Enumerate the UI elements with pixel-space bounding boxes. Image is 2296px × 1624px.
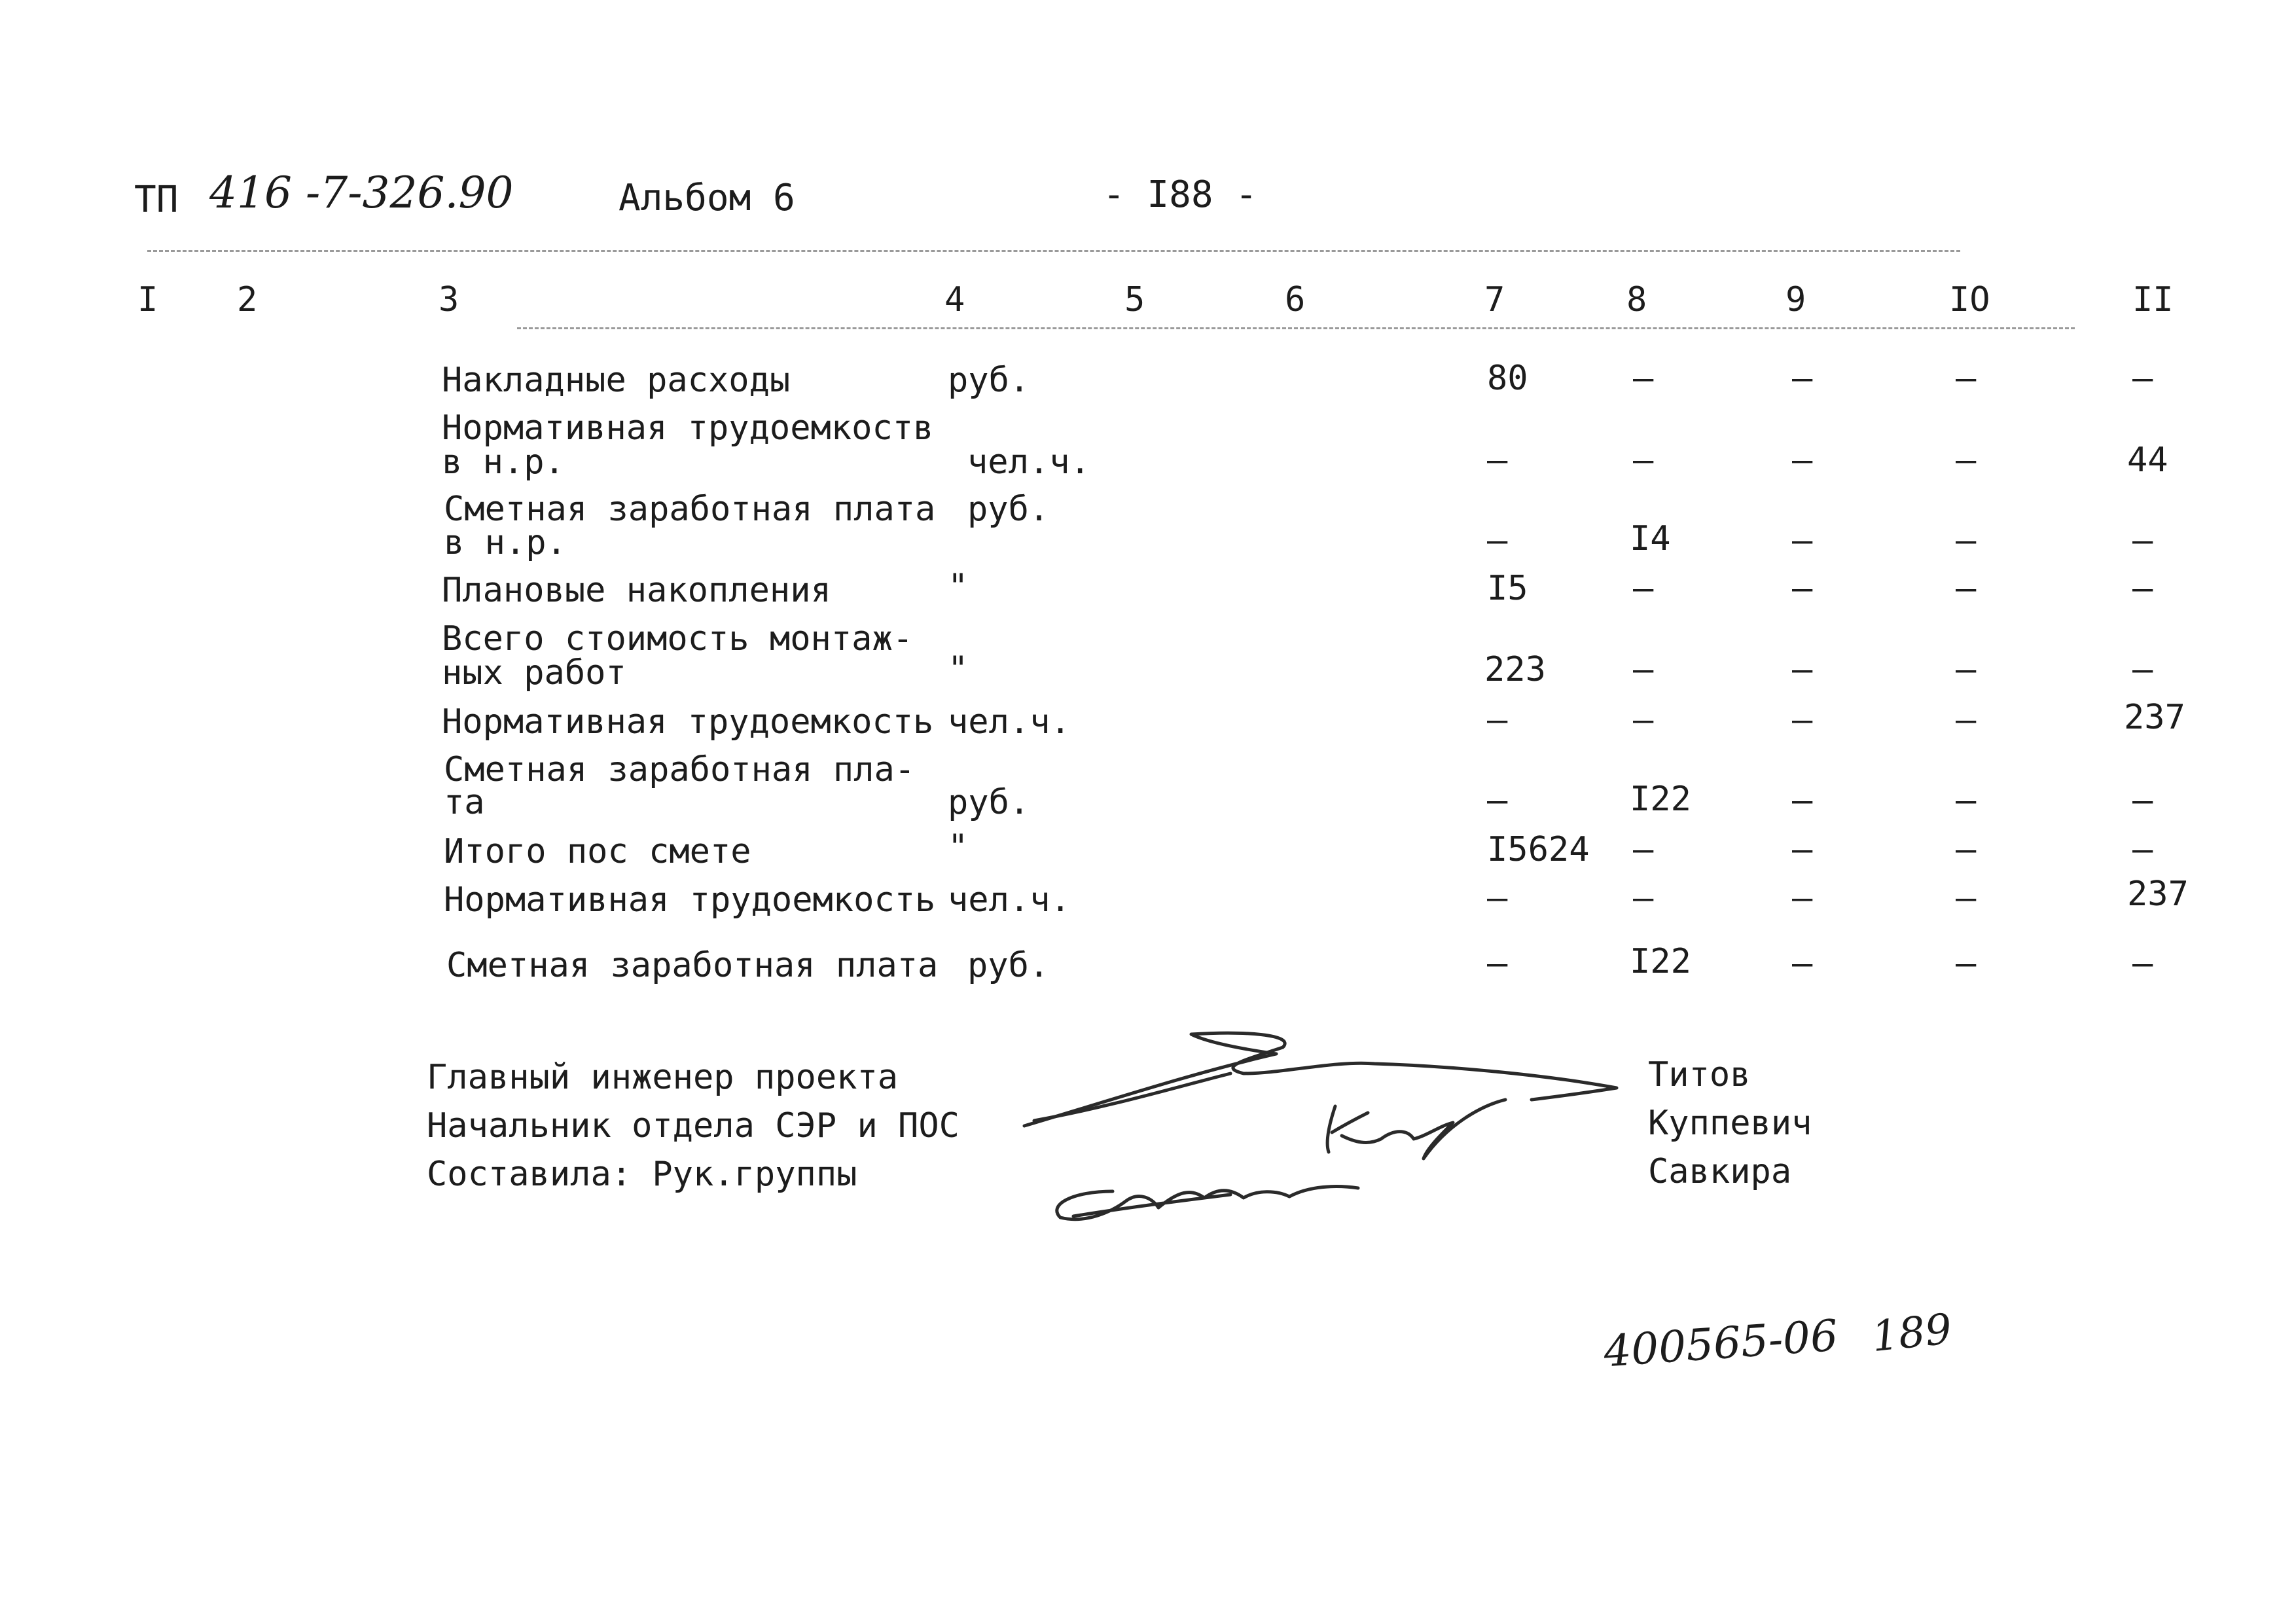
row-unit: чел.ч.: [948, 702, 1071, 742]
column-number: IO: [1949, 280, 1990, 319]
row-value: –: [2132, 569, 2153, 608]
row-value: –: [2132, 944, 2153, 983]
row-value: –: [2132, 781, 2153, 820]
row-value: –: [1633, 441, 1654, 480]
row-value: –: [1956, 359, 1977, 398]
row-value: –: [1792, 650, 1813, 689]
row-unit: руб.: [967, 490, 1050, 529]
signature-role: Главный инженер проекта: [427, 1058, 899, 1097]
row-value: –: [1633, 359, 1654, 398]
row-value: –: [1792, 878, 1813, 918]
signature-role: Составила: Рук.группы: [427, 1155, 857, 1194]
row-value: –: [2132, 359, 2153, 398]
row-value: –: [1792, 781, 1813, 820]
row-value: –: [1633, 830, 1654, 869]
row-unit: ": [948, 827, 969, 867]
signature-titov: [1024, 1033, 1617, 1126]
row-value: –: [1487, 700, 1508, 740]
row-description: ных работ: [442, 653, 626, 693]
column-number: 4: [944, 280, 965, 319]
column-number: 7: [1484, 280, 1505, 319]
row-value: I22: [1630, 780, 1691, 819]
signature-kuppevich: [1327, 1100, 1505, 1159]
row-value: 44: [2127, 441, 2168, 480]
row-description: Итого пос смете: [444, 832, 751, 871]
doc-number: 416 -7-326.90: [209, 168, 514, 218]
row-value: –: [2132, 650, 2153, 689]
row-value: –: [1956, 944, 1977, 983]
signature-savkira: [1057, 1187, 1358, 1219]
tp-label: ТП: [134, 179, 179, 221]
row-value: –: [1956, 650, 1977, 689]
row-value: –: [1956, 700, 1977, 740]
row-unit: руб.: [948, 783, 1030, 822]
row-value: –: [1633, 569, 1654, 608]
row-value: –: [1792, 521, 1813, 560]
row-unit: ": [948, 649, 969, 689]
row-value: I22: [1630, 942, 1691, 981]
column-number: 5: [1124, 280, 1145, 319]
row-description: Накладные расходы: [442, 361, 791, 400]
column-number: II: [2132, 280, 2174, 319]
row-value: 223: [1484, 650, 1546, 689]
column-number: 2: [237, 280, 258, 319]
column-number: 3: [439, 280, 459, 319]
row-value: –: [1956, 441, 1977, 480]
signature-name: Титов: [1648, 1055, 1751, 1094]
signature-name: Куппевич: [1648, 1104, 1812, 1143]
row-value: I4: [1630, 519, 1671, 558]
row-value: –: [1487, 781, 1508, 820]
row-value: –: [2132, 830, 2153, 869]
row-value: I5624: [1487, 830, 1590, 869]
column-number: I: [137, 280, 158, 319]
row-value: –: [1487, 521, 1508, 560]
row-value: –: [1956, 878, 1977, 918]
column-number: 6: [1285, 280, 1306, 319]
row-value: –: [1792, 441, 1813, 480]
row-value: 237: [2124, 698, 2185, 737]
row-value: –: [1792, 569, 1813, 608]
row-value: –: [1792, 944, 1813, 983]
row-unit: руб.: [967, 946, 1050, 985]
row-value: –: [1487, 944, 1508, 983]
row-description: Всего стоимость монтаж-: [442, 619, 914, 659]
column-number: 9: [1785, 280, 1806, 319]
row-value: –: [2132, 521, 2153, 560]
row-value: 80: [1487, 359, 1528, 398]
column-number: 8: [1626, 280, 1647, 319]
page-number: - I88 -: [1103, 173, 1258, 216]
row-value: –: [1956, 830, 1977, 869]
row-value: –: [1633, 700, 1654, 740]
album-label: Альбом 6: [619, 177, 795, 219]
row-description: та: [444, 783, 485, 822]
row-description: Нормативная трудоемкоств: [442, 408, 934, 448]
row-value: –: [1633, 878, 1654, 918]
signature-name: Савкира: [1648, 1152, 1792, 1191]
row-value: –: [1633, 650, 1654, 689]
sheet-number: 189: [1869, 1305, 1954, 1362]
row-unit: руб.: [948, 361, 1030, 400]
row-value: –: [1956, 569, 1977, 608]
row-value: –: [1487, 441, 1508, 480]
row-value: –: [1792, 359, 1813, 398]
signature-role: Начальник отдела СЭР и ПОС: [427, 1106, 960, 1146]
row-description: в н.р.: [444, 523, 567, 562]
row-value: 237: [2127, 875, 2189, 914]
row-description: Нормативная трудоемкость: [444, 880, 936, 920]
row-description: Нормативная трудоемкость: [442, 702, 934, 742]
row-value: –: [1792, 700, 1813, 740]
row-value: –: [1792, 830, 1813, 869]
row-value: –: [1487, 878, 1508, 918]
row-unit: чел.ч.: [948, 880, 1071, 920]
row-value: –: [1956, 521, 1977, 560]
row-description: Плановые накопления: [442, 571, 831, 610]
row-unit: чел.ч.: [967, 442, 1090, 482]
inventory-number: 400565-06: [1602, 1310, 1840, 1377]
row-description: Сметная заработная плата: [444, 490, 936, 529]
row-description: Сметная заработная плата: [446, 946, 939, 985]
row-value: I5: [1487, 569, 1528, 608]
row-unit: ": [948, 567, 969, 606]
row-description: Сметная заработная пла-: [444, 750, 916, 789]
row-value: –: [1956, 781, 1977, 820]
row-description: в н.р.: [442, 442, 565, 482]
